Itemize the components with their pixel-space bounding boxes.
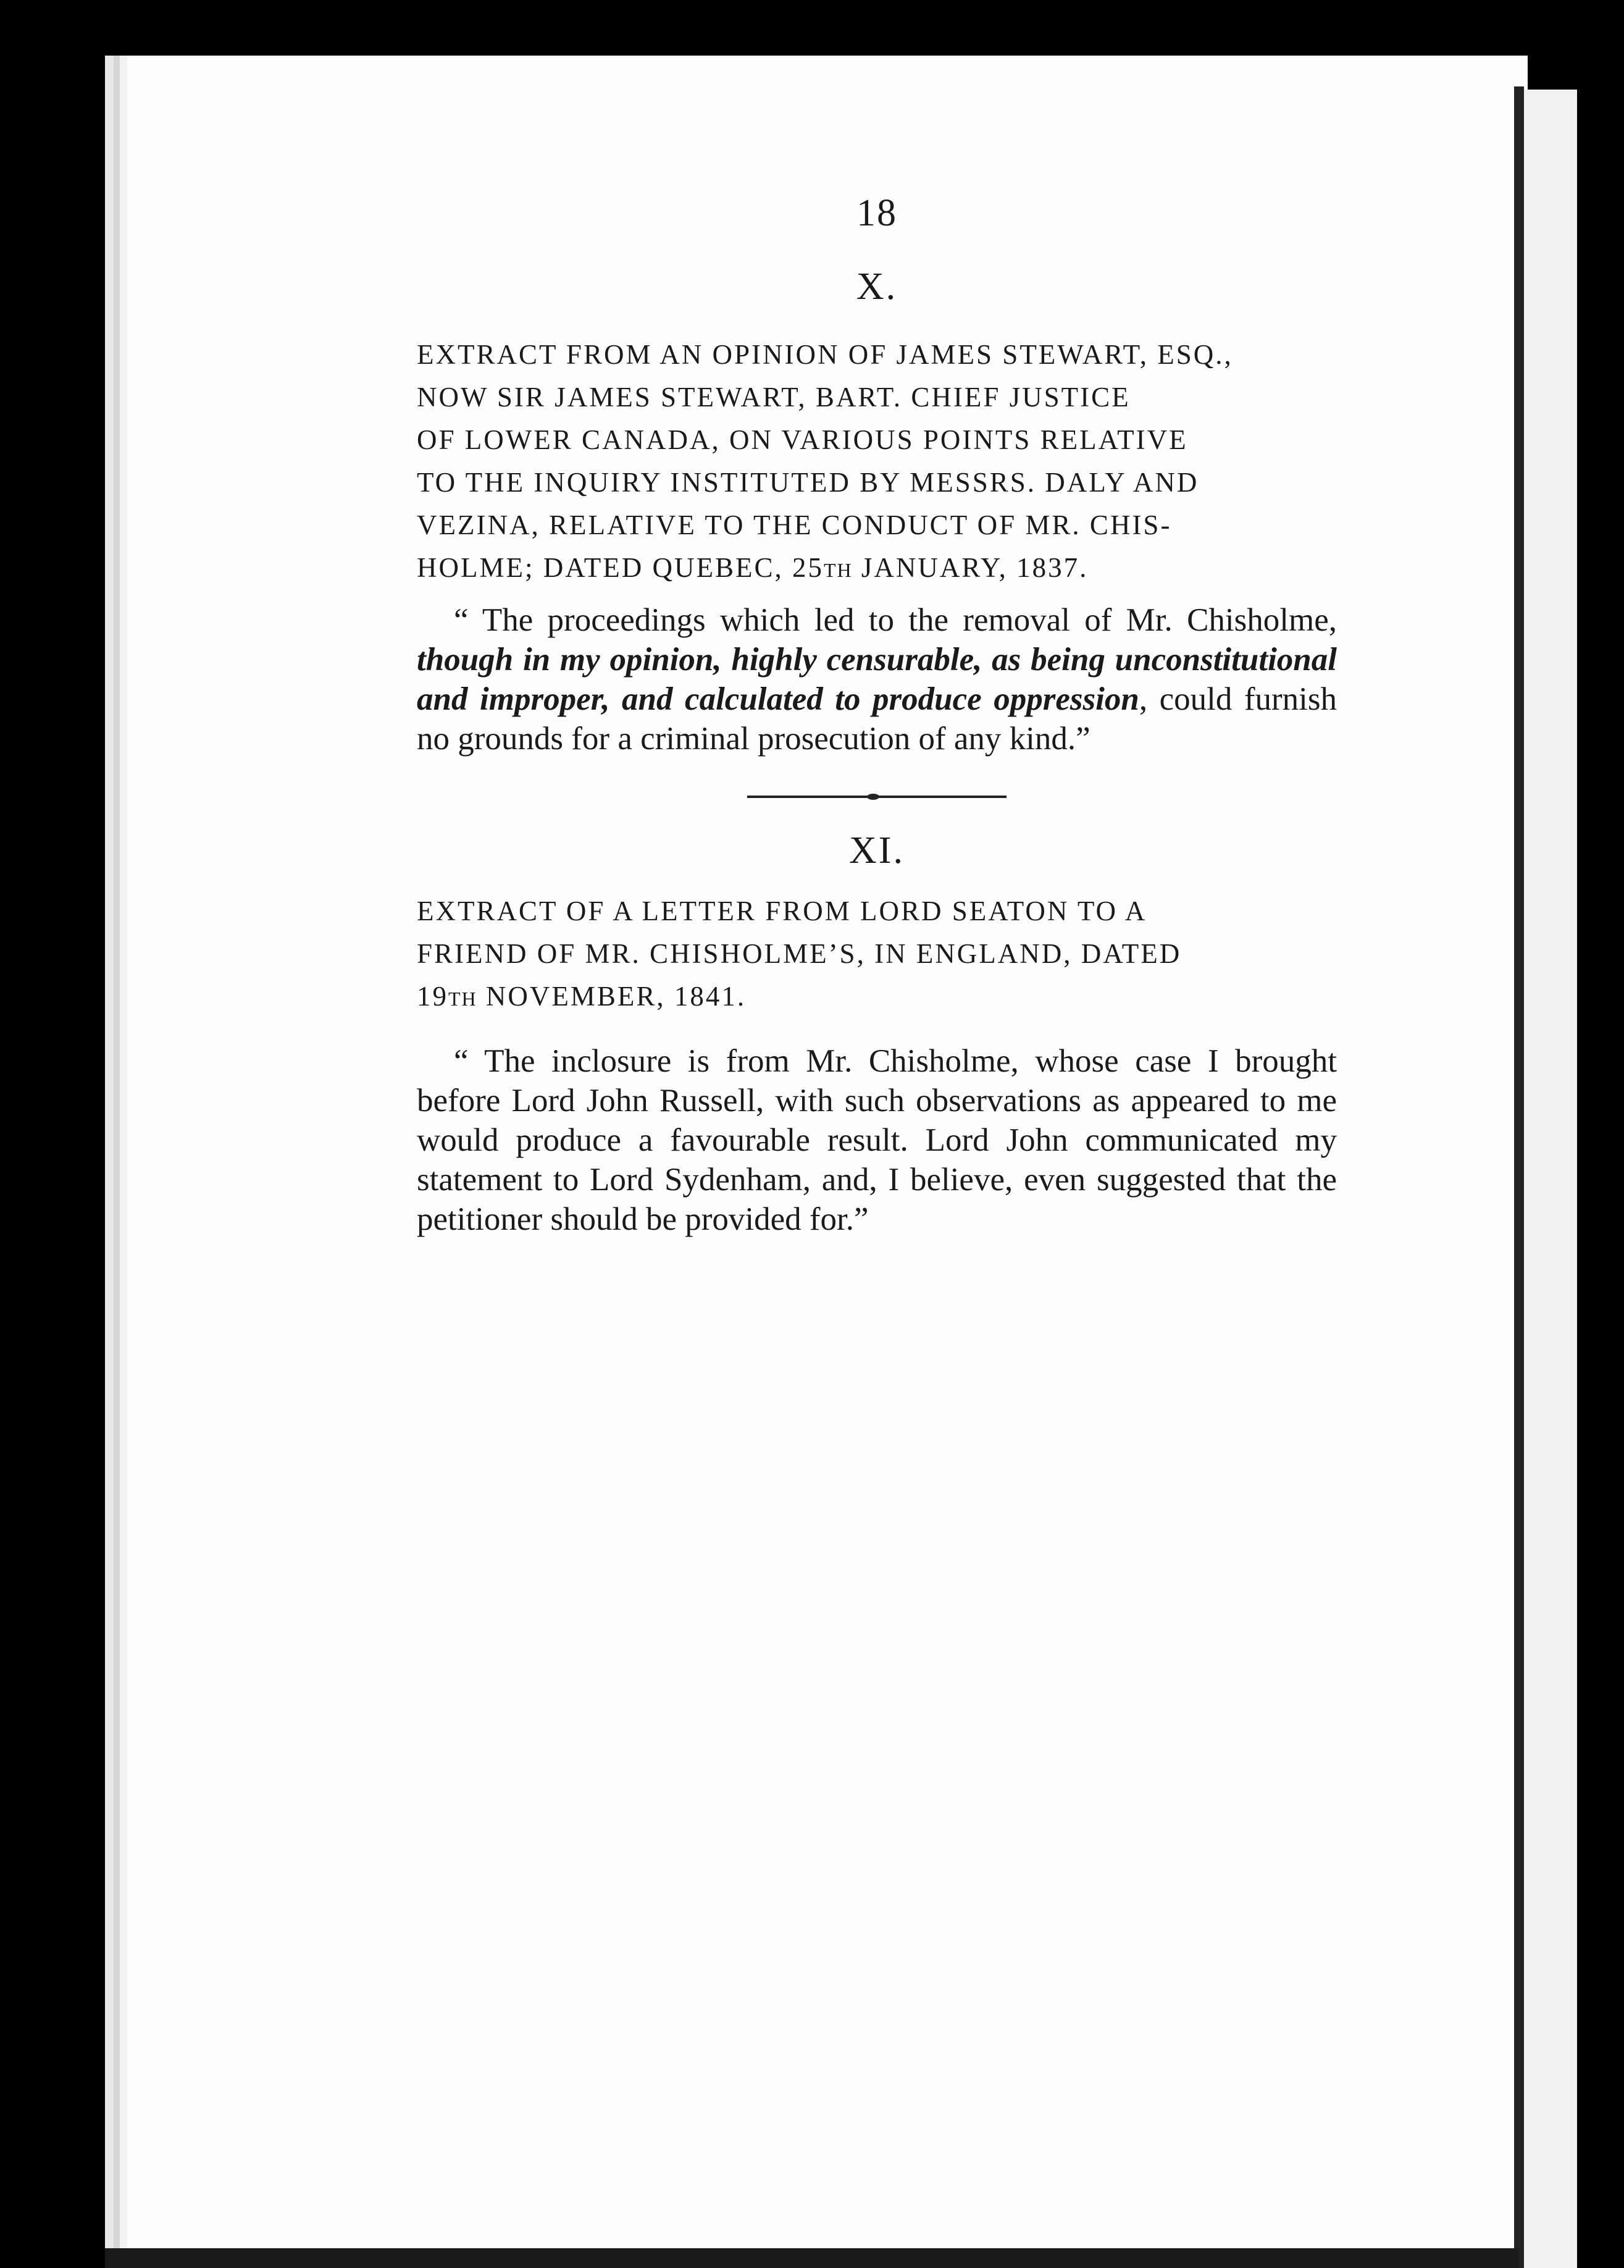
- quote-text: , could furnish no grounds for a criminal prosecution of any kind.”: [417, 681, 1337, 757]
- section-heading: [417, 334, 1337, 592]
- ordinal-suffix: TH: [823, 559, 853, 581]
- section-heading: [417, 890, 1337, 1020]
- heading-text: HOLME; DATED QUEBEC, 25: [417, 552, 824, 583]
- page-edge: [1514, 86, 1524, 2268]
- quote-text: “ The proceedings which led to the removal of Mr. Chisholme,: [454, 602, 1337, 638]
- heading-text: NOVEMBER, 1841.: [477, 981, 747, 1012]
- heading-line: NOW SIR JAMES STEWART, BART. CHIEF JUSTICE: [417, 382, 1131, 413]
- heading-line: EXTRACT OF A LETTER FROM LORD SEATON TO A: [417, 896, 1147, 926]
- heading-line: [417, 975, 1337, 1020]
- quote-paragraph: [417, 600, 1337, 758]
- heading-line: EXTRACT FROM AN OPINION OF JAMES STEWART, ESQ.,: [417, 339, 1233, 370]
- facing-page-strip: [1524, 90, 1577, 2268]
- bottom-shadow: [105, 2248, 1519, 2268]
- section-x: [417, 265, 1337, 758]
- heading-line: OF LOWER CANADA, ON VARIOUS POINTS RELATIVE: [417, 424, 1188, 455]
- section-xi: [417, 829, 1337, 1239]
- heading-line: [417, 547, 1337, 592]
- page-content: [417, 179, 1337, 1239]
- heading-line: FRIEND OF MR. CHISHOLME’S, IN ENGLAND, DATED: [417, 938, 1182, 969]
- heading-text: 19: [417, 981, 448, 1012]
- page-number: 18: [856, 192, 897, 234]
- heading-line: VEZINA, RELATIVE TO THE CONDUCT OF MR. CHIS-: [417, 510, 1172, 540]
- quote-paragraph: “ The inclosure is from Mr. Chisholme, whose case I brought before Lord John Russell, with such observations as appeared to me would produce a favourable result. Lord John communicated my statement to Lord Sydenham, and, I believe, even suggested that the petitioner should be provided for.”: [417, 1043, 1337, 1237]
- section-divider: [747, 796, 1007, 798]
- section-number: X.: [856, 266, 898, 308]
- section-number: XI.: [849, 830, 905, 872]
- heading-line: TO THE INQUIRY INSTITUTED BY MESSRS. DALY AND: [417, 467, 1199, 498]
- ordinal-suffix: TH: [448, 988, 477, 1010]
- quote-emphasis: though in my opinion, highly censurable, as being unconstitutional and improper, and calculated to produce oppression: [417, 642, 1337, 717]
- heading-text: JANUARY, 1837.: [852, 552, 1089, 583]
